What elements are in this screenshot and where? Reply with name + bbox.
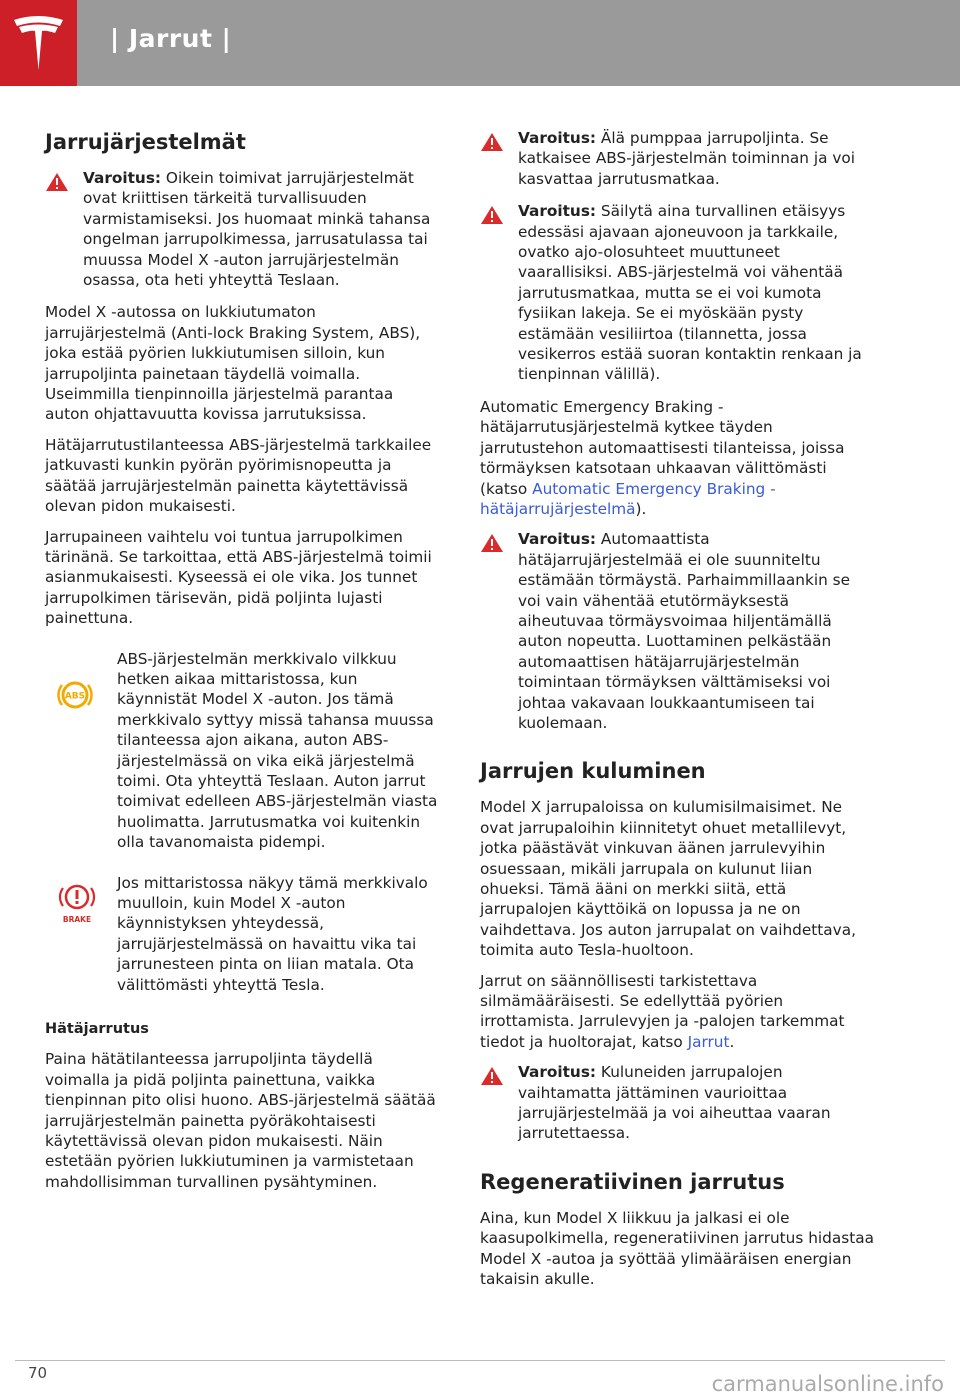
warning-block <box>480 201 875 385</box>
left-column <box>45 128 440 1202</box>
watermark: carmanualsonline.info <box>711 1372 944 1396</box>
warning-text: Automaattista hätäjarrujärjestelmää ei ole suunniteltu estämään törmäystä. Parhaimmillaankin se voi vain vähentää etutörmäyksestä aiheutuvaa törmäysvoimaa hiljentämällä auton nopeutta. Luottaminen pelkästään automaattisen hätäjarrujärjestelmän toimintaan törmäyksen välttämiseksi voi johtaa vakavaan loukkaantumiseen tai kuolemaan. <box>518 530 851 732</box>
abs-lamp-block <box>45 649 440 853</box>
brake-lamp-icon <box>57 883 97 925</box>
section-title: | Jarrut | <box>110 24 232 53</box>
abs-lamp-label: ABS <box>64 691 86 702</box>
warning-label: Varoitus: <box>518 129 597 147</box>
heading-brake-systems: Jarrujärjestelmät <box>45 130 246 154</box>
page-number: 70 <box>28 1364 48 1382</box>
brake-lamp-block <box>45 873 440 995</box>
aeb-text: Automatic Emergency Braking -hätäjarrutusjärjestelmä kytkee täyden jarrutustehon automaattisesti tilanteissa, joissa törmäyksen katsotaan uhkaavan välittömästi (katso <box>480 397 845 498</box>
tesla-logo <box>0 0 77 86</box>
footer-divider <box>15 1360 945 1361</box>
warning-triangle-icon <box>480 205 504 225</box>
paragraph <box>480 397 875 519</box>
warning-block <box>480 529 875 733</box>
heading-brake-wear: Jarrujen kuluminen <box>480 759 706 784</box>
paragraph: Jarrupaineen vaihtelu voi tuntua jarrupolkimen tärinänä. Se tarkoittaa, että ABS-järjestelmä toimii asianmukaisesti. Kyseessä ei ole vika. Jos tunnet jarrupolkimen tärisevän, pidä poljinta lujasti painettuna. <box>45 527 432 628</box>
brake-lamp-label: BRAKE <box>62 914 92 924</box>
warning-triangle-icon <box>480 533 504 553</box>
warning-label: Varoitus: <box>83 169 162 187</box>
paragraph: Model X -autossa on lukkiutumaton jarrujärjestelmä (Anti-lock Braking System, ABS), joka estää pyörien lukkiutumisen silloin, kun jarrupoljinta painetaan täydellä voimalla. Useimmilla tienpinnoilla järjestelmä parantaa auton ohjattavuutta kovissa jarrutuksissa. <box>45 303 421 424</box>
warning-block <box>45 168 440 290</box>
paragraph: Paina hätätilanteessa jarrupoljinta täydellä voimalla ja pidä poljinta painettuna, vaikka tienpinnan pito olisi huono. ABS-järjestelmä säätää jarrujärjestelmän painetta pyöräkohtaisesti käytettävissä olevan pidon mukaisesti. Näin estetään pyörien lukkiutuminen ja varmistetaan mahdollisimman turvallinen pysähtyminen. <box>45 1050 436 1191</box>
page-header <box>0 0 960 86</box>
inspection-text: Jarrut on säännöllisesti tarkistettava silmämääräisesti. Se edellyttää pyörien irrottamista. Jarrulevyjen ja -palojen tarkemmat tiedot ja huoltorajat, katso <box>480 971 845 1051</box>
warning-text: Kuluneiden jarrupalojen vaihtamatta jättäminen vaurioittaa jarrujärjestelmää ja voi aiheuttaa vaaran jarrutettaessa. <box>518 1063 831 1143</box>
warning-label: Varoitus: <box>518 1063 597 1082</box>
inspection-text-end: . <box>729 1032 735 1051</box>
warning-triangle-icon <box>45 172 69 192</box>
aeb-text-end: ). <box>635 499 647 518</box>
warning-triangle-icon <box>480 1066 504 1086</box>
warning-text: Säilytä aina turvallinen etäisyys edessäsi ajavaan ajoneuvoon ja tarkkaile, ovatko ajo-olosuhteet muuttuneet vaarallisiksi. ABS-järjestelmä voi vähentää jarrutusmatkaa, mutta se ei voi kumota fysiikan lakeja. Se ei myöskään pysty estämään vesiliirtoa (tilannetta, jossa vesikerros estää suoran kontaktin renkaan ja tienpinnan välillä). <box>518 202 862 384</box>
warning-text: Oikein toimivat jarrujärjestelmät ovat kriittisen tärkeitä turvallisuuden varmistamiseksi. Jos huomaat minkä tahansa ongelman jarrupolkimessa, jarrusatulassa tai muussa Model X -auton jarrujärjestelmän osassa, ota heti yhteyttä Teslaan. <box>83 169 431 290</box>
paragraph: Aina, kun Model X liikkuu ja jalkasi ei ole kaasupolkimella, regeneratiivinen jarrutus hidastaa Model X -autoa ja syöttää ylimääräisen energian takaisin akulle. <box>480 1208 874 1289</box>
warning-label: Varoitus: <box>518 530 597 549</box>
warning-block <box>480 1062 875 1144</box>
paragraph: Model X jarrupaloissa on kulumisilmaisimet. Ne ovat jarrupaloihin kiinnitetyt ohuet metallilevyt, jotka päästävät vinkuvan äänen jarrulevyihin osuessaan, mikäli jarrupala on kulunut liian ohueksi. Tämä ääni on merkki siitä, että jarrupalojen käyttöikä on lopussa ja ne on vaihdettava. Jos auton jarrupalat on vaihdettava, toimita auto Tesla-huoltoon. <box>480 798 856 960</box>
abs-lamp-text: ABS-järjestelmän merkkivalo vilkkuu hetken aikaa mittaristossa, kun käynnistät Model X -auton. Jos tämä merkkivalo syttyy missä tahansa muussa tilanteessa ajon aikana, auton ABS-järjestelmässä on vika eikä järjestelmä toimi. Ota yhteyttä Teslaan. Auton jarrut toimivat edelleen ABS-järjestelmän viasta huolimatta. Jarrutusmatka voi kuitenkin olla tavanomaista pidempi. <box>117 649 438 852</box>
right-column <box>480 128 875 1300</box>
warning-block <box>480 128 875 189</box>
warning-text: Älä pumppaa jarrupoljinta. Se katkaisee ABS-järjestelmän toiminnan ja voi kasvattaa jarrutusmatkaa. <box>518 129 856 188</box>
abs-lamp-icon <box>57 677 93 713</box>
heading-regenerative-braking: Regeneratiivinen jarrutus <box>480 1169 785 1194</box>
warning-label: Varoitus: <box>518 202 597 221</box>
brake-lamp-text: Jos mittaristossa näkyy tämä merkkivalo muulloin, kuin Model X -auton käynnistyksen yhteydessä, jarrujärjestelmässä on havaittu vika tai jarrunesteen pinta on liian matala. Ota välittömästi yhteyttä Tesla. <box>117 873 428 994</box>
aeb-link[interactable]: Automatic Emergency Braking -hätäjarrujärjestelmä <box>480 479 776 518</box>
paragraph <box>480 971 875 1053</box>
warning-triangle-icon <box>480 132 504 152</box>
paragraph: Hätäjarrutustilanteessa ABS-järjestelmä tarkkailee jatkuvasti kunkin pyörän pyörimisnopeutta ja säätää jarrujärjestelmän painetta käytettävissä olevan pidon mukaisesti. <box>45 435 432 516</box>
subheading-emergency-braking: Hätäjarrutus <box>45 1021 149 1038</box>
brakes-link[interactable]: Jarrut <box>687 1032 730 1051</box>
